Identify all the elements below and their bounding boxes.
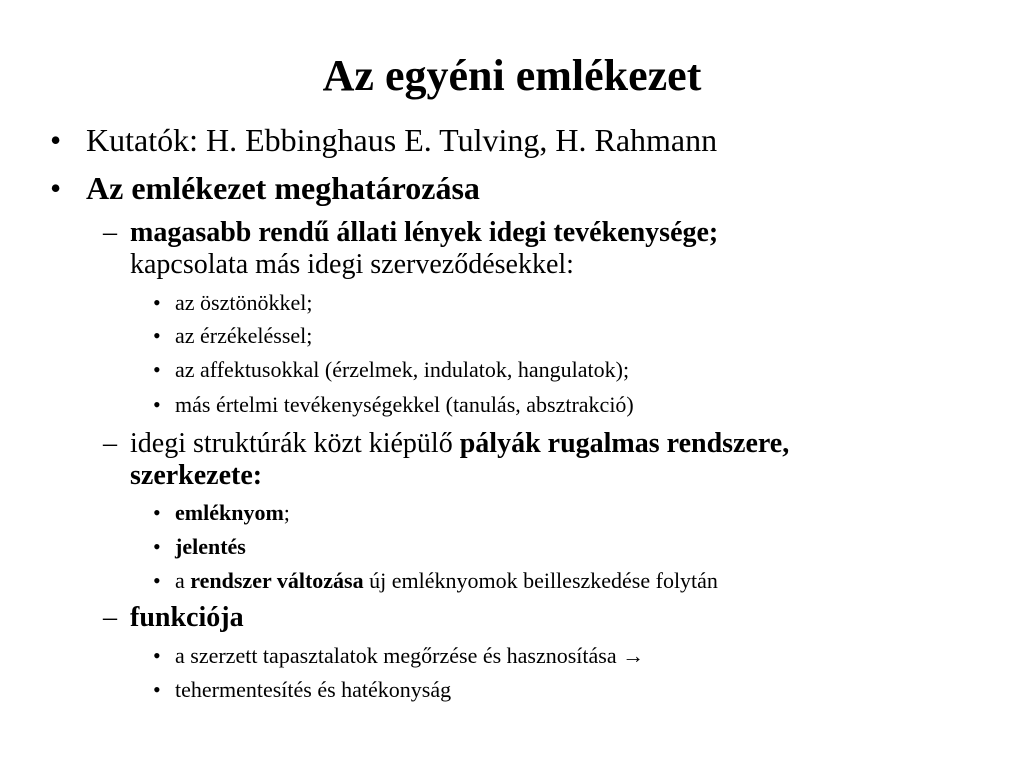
bullet-marker: • xyxy=(50,122,62,158)
sub2-item-before: a xyxy=(175,568,191,593)
sub3-item: tehermentesítés és hatékonyság xyxy=(175,677,452,702)
bullet-marker: • xyxy=(50,170,62,206)
sub1-item: az érzékeléssel; xyxy=(175,323,313,348)
bullet-researchers: Kutatók: H. Ebbinghaus E. Tulving, H. Rahmann xyxy=(86,122,718,158)
sub2-item-bold: emléknyom xyxy=(175,500,284,525)
dash-marker: – xyxy=(103,217,117,248)
sub1-continuation: kapcsolata más idegi szerveződésekkel: xyxy=(130,249,574,280)
slide-title: Az egyéni emlékezet xyxy=(322,51,702,100)
sub2-bold-text: pályák rugalmas rendszere, xyxy=(459,428,790,459)
sub-bullet-marker: • xyxy=(153,392,161,417)
sub-bullet-marker: • xyxy=(153,534,161,559)
sub3-item: a szerzett tapasztalatok megőrzése és hasznosítása → xyxy=(175,643,645,668)
sub-bullet-marker: • xyxy=(153,290,161,315)
sub2-item xyxy=(175,567,718,595)
sub2-first-line xyxy=(130,427,789,460)
sub2-item-bold: rendszer változása xyxy=(190,568,364,593)
sub2-item xyxy=(175,499,290,527)
sub1-item: az affektusokkal (érzelmek, indulatok, hangulatok); xyxy=(175,357,630,382)
sub-bullet-marker: • xyxy=(153,357,161,382)
sub1-bold-text: magasabb rendű állati lények idegi tevékenysége; xyxy=(130,217,719,248)
sub-bullet-marker: • xyxy=(153,568,161,593)
dash-marker: – xyxy=(103,602,117,633)
sub-bullet-marker: • xyxy=(153,323,161,348)
sub2-continuation: szerkezete: xyxy=(130,460,263,491)
sub2-item-after: új emléknyomok beilleszkedése folytán xyxy=(363,568,718,593)
sub1-item: más értelmi tevékenységekkel (tanulás, absztrakció) xyxy=(175,392,634,417)
sub2-plain-text: idegi struktúrák közt kiépülő xyxy=(130,428,460,459)
sub3-bold-text: funkciója xyxy=(130,602,244,633)
sub1-item: az ösztönökkel; xyxy=(175,290,313,315)
sub-bullet-marker: • xyxy=(153,643,161,668)
bullet-definition: Az emlékezet meghatározása xyxy=(86,170,480,206)
sub2-item: jelentés xyxy=(175,534,246,559)
sub-bullet-marker: • xyxy=(153,500,161,525)
sub2-item-after: ; xyxy=(283,500,290,525)
sub-bullet-marker: • xyxy=(153,677,161,702)
dash-marker: – xyxy=(103,428,117,459)
